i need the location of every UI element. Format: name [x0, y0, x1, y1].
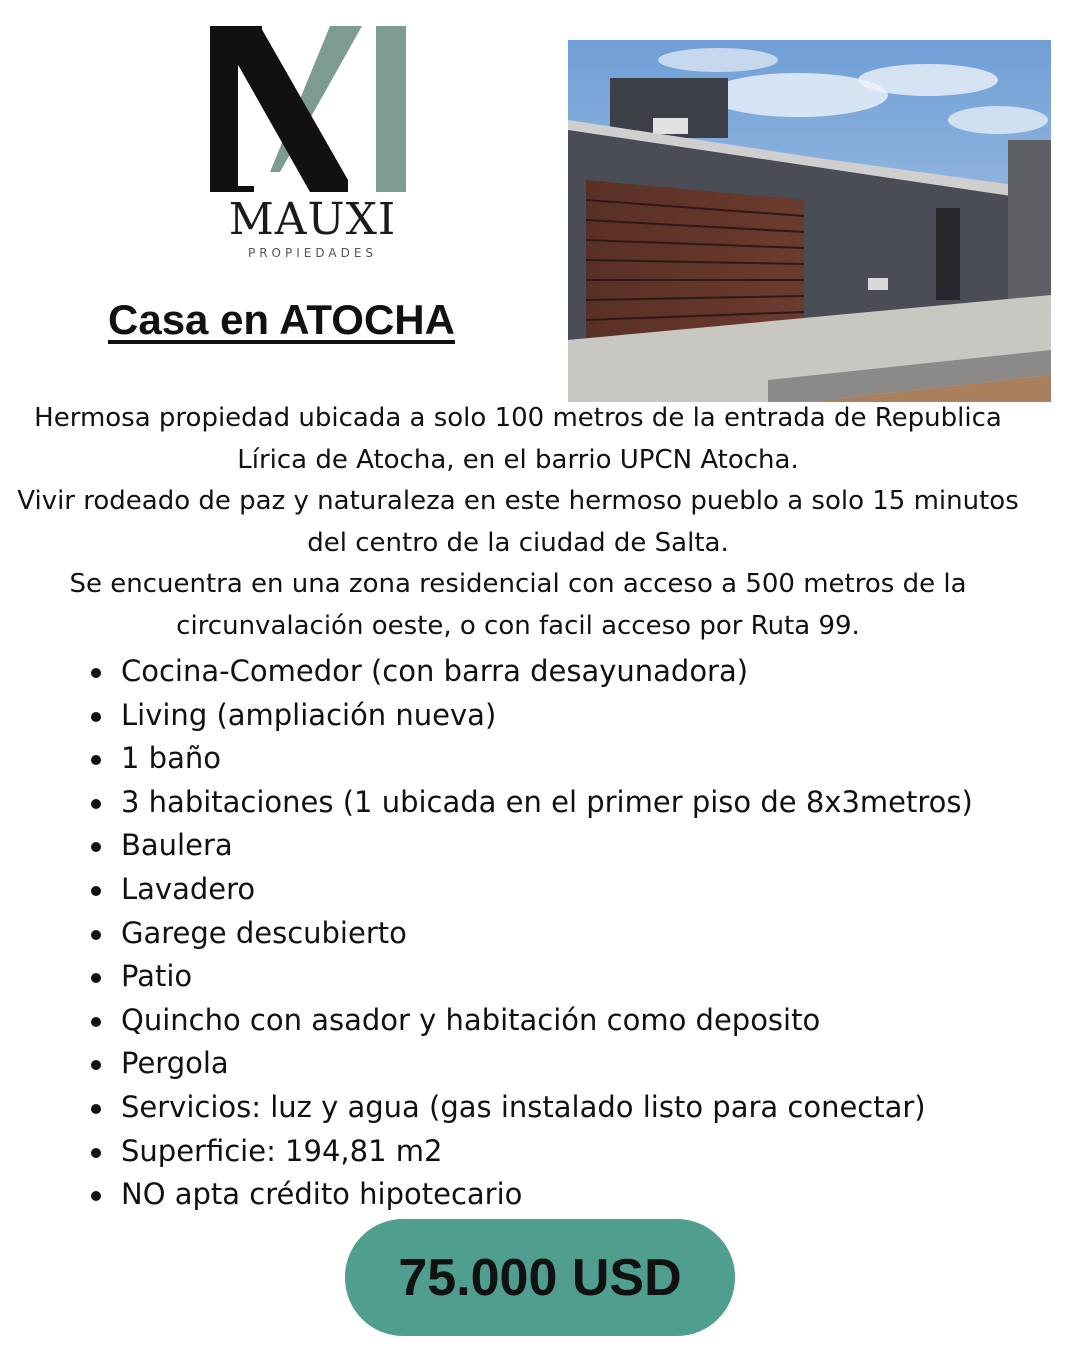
bullet-icon: [91, 886, 101, 896]
description-paragraph: Vivir rodeado de paz y naturaleza en este hermoso pueblo a solo 15 minutos del centro de la ciudad de Salta.: [17, 486, 1019, 558]
feature-item: Lavadero: [0, 868, 973, 912]
price-badge: 75.000 USD: [345, 1219, 735, 1336]
bullet-icon: [91, 755, 101, 765]
listing-description: [10, 398, 1026, 647]
bullet-icon: [91, 799, 101, 809]
feature-item: Patio: [0, 955, 973, 999]
bullet-icon: [91, 930, 101, 940]
bullet-icon: [91, 1060, 101, 1070]
feature-item: 3 habitaciones (1 ubicada en el primer piso de 8x3metros): [0, 781, 973, 825]
bullet-icon: [91, 1017, 101, 1027]
feature-item: Servicios: luz y agua (gas instalado listo para conectar): [0, 1086, 973, 1130]
feature-item: Superficie: 194,81 m2: [0, 1130, 973, 1174]
house-facade-photo-icon: [568, 40, 1051, 402]
bullet-icon: [91, 973, 101, 983]
listing-title: Casa en ATOCHA: [108, 296, 455, 343]
bullet-icon: [91, 842, 101, 852]
house-photo: [568, 40, 1051, 402]
bullet-icon: [91, 712, 101, 722]
feature-item: Living (ampliación nueva): [0, 694, 973, 738]
feature-item: Quincho con asador y habitación como deposito: [0, 999, 973, 1043]
bullet-icon: [91, 1104, 101, 1114]
feature-item: Baulera: [0, 824, 973, 868]
mauxi-monogram-icon: [210, 22, 415, 197]
brand-logo: [205, 22, 420, 267]
feature-item: Garege descubierto: [0, 912, 973, 956]
description-paragraph: Se encuentra en una zona residencial con acceso a 500 metros de la circunvalación oeste, o con facil acceso por Ruta 99.: [69, 569, 967, 641]
bullet-icon: [91, 1148, 101, 1158]
feature-item: NO apta crédito hipotecario: [0, 1173, 973, 1217]
brand-subtitle: PROPIEDADES: [247, 246, 378, 260]
feature-item: 1 baño: [0, 737, 973, 781]
brand-name: MAUXI: [228, 194, 397, 245]
feature-item: Cocina-Comedor (con barra desayunadora): [0, 650, 973, 694]
bullet-icon: [91, 668, 101, 678]
feature-item: Pergola: [0, 1042, 973, 1086]
bullet-icon: [91, 1191, 101, 1201]
features-list: [0, 650, 973, 1217]
description-paragraph: Hermosa propiedad ubicada a solo 100 metros de la entrada de Republica Lírica de Atocha, en el barrio UPCN Atocha.: [34, 403, 1002, 475]
